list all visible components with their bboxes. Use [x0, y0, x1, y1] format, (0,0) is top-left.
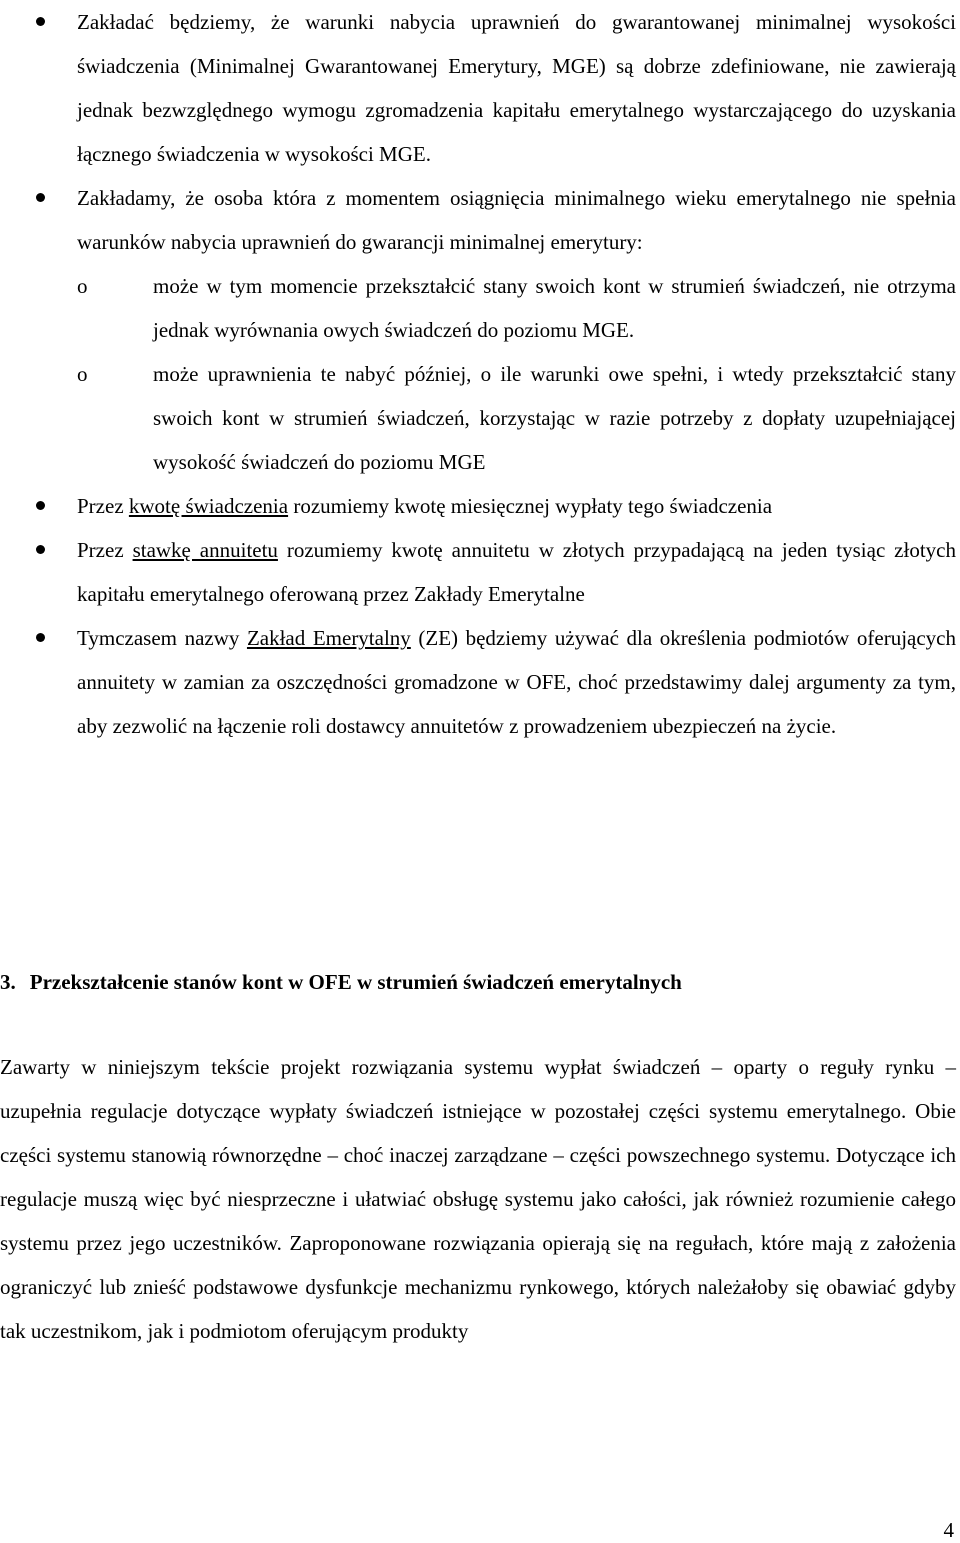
section-heading	[0, 960, 682, 1004]
sub-list-item-text: może uprawnienia te nabyć później, o ile warunki owe spełni, i wtedy przekształcić stany swoich kont w strumień świadczeń, korzystając w razie potrzeby z dopłaty uzupełniającej wysokość świadczeń do poziomu MGE	[153, 362, 956, 474]
list-item	[0, 0, 960, 176]
list-item	[0, 484, 960, 528]
list-item-text: Zakładamy, że osoba która z momentem osiągnięcia minimalnego wieku emerytalnego nie spełnia warunków nabycia uprawnień do gwarancji minimalnej emerytury:	[77, 186, 956, 254]
sub-bullet-marker: o	[77, 274, 88, 298]
defined-term: kwotę świadczenia	[128, 494, 289, 518]
body-paragraph: Zawarty w niniejszym tekście projekt rozwiązania systemu wypłat świadczeń – oparty o reguły rynku – uzupełnia regulacje dotyczące wypłaty świadczeń istniejące w pozostałej części systemu emerytalnego. Obie części systemu stanowią równorzędne – choć inaczej zarządzane – części powszechnego systemu. Dotyczące ich regulacje muszą więc być niesprzeczne i ułatwiać obsługę systemu jako całości, jak również rozumienie całego systemu przez jego uczestników. Zaproponowane rozwiązania opierają się na regułach, które mają z założenia ograniczyć lub znieść podstawowe dysfunkcje mechanizmu rynkowego, których należałoby się obawiać gdyby tak uczestnikom, jak i podmiotom oferującym produkty	[0, 1055, 956, 1343]
list-item-text: Tymczasem nazwy	[77, 626, 247, 650]
list-item	[0, 176, 960, 484]
assumptions-list	[0, 0, 960, 748]
bullet-icon	[36, 17, 45, 26]
bullet-icon	[36, 501, 45, 510]
list-item-text: Zakładać będziemy, że warunki nabycia uprawnień do gwarantowanej minimalnej wysokości świadczenia (Minimalnej Gwarantowanej Emerytury, MGE) są dobrze zdefiniowane, nie zawierają jednak bezwzględnego wymogu zgromadzenia kapitału emerytalnego wystarczającego do uzyskania łącznego świadczenia w wysokości MGE.	[77, 10, 956, 166]
list-item-text: Przez	[77, 494, 129, 518]
list-item	[0, 616, 960, 748]
defined-term: Zakład Emerytalny	[246, 626, 411, 650]
list-item-text: (ZE) będziemy używać dla określenia podmiotów oferujących annuitety w zamian za oszczędności gromadzone w OFE, choć przedstawimy dalej argumenty za tym, aby zezwolić na łączenie roli dostawcy annuitetów z prowadzeniem ubezpieczeń na życie.	[77, 626, 956, 738]
sub-list-item	[77, 264, 956, 352]
list-item-text: Przez	[77, 538, 133, 562]
defined-term: stawkę annuitetu	[132, 538, 278, 562]
sub-list-item-text: może w tym momencie przekształcić stany swoich kont w strumień świadczeń, nie otrzyma jednak wyrównania owych świadczeń do poziomu MGE.	[153, 274, 956, 342]
list-item	[0, 528, 960, 616]
sub-list	[77, 264, 956, 484]
list-item-text: rozumiemy kwotę miesięcznej wypłaty tego świadczenia	[288, 494, 773, 518]
bullet-icon	[36, 193, 45, 202]
sub-bullet-marker: o	[77, 362, 88, 386]
bullet-icon	[36, 545, 45, 554]
sub-list-item	[77, 352, 956, 484]
section-number: 3.	[0, 970, 16, 994]
section-title: Przekształcenie stanów kont w OFE w strumień świadczeń emerytalnych	[29, 970, 682, 994]
page-number: 4	[943, 1518, 954, 1542]
bullet-icon	[36, 633, 45, 642]
list-item-text: rozumiemy kwotę annuitetu w złotych przypadającą na jeden tysiąc złotych kapitału emerytalnego oferowaną przez Zakłady Emerytalne	[77, 538, 956, 606]
